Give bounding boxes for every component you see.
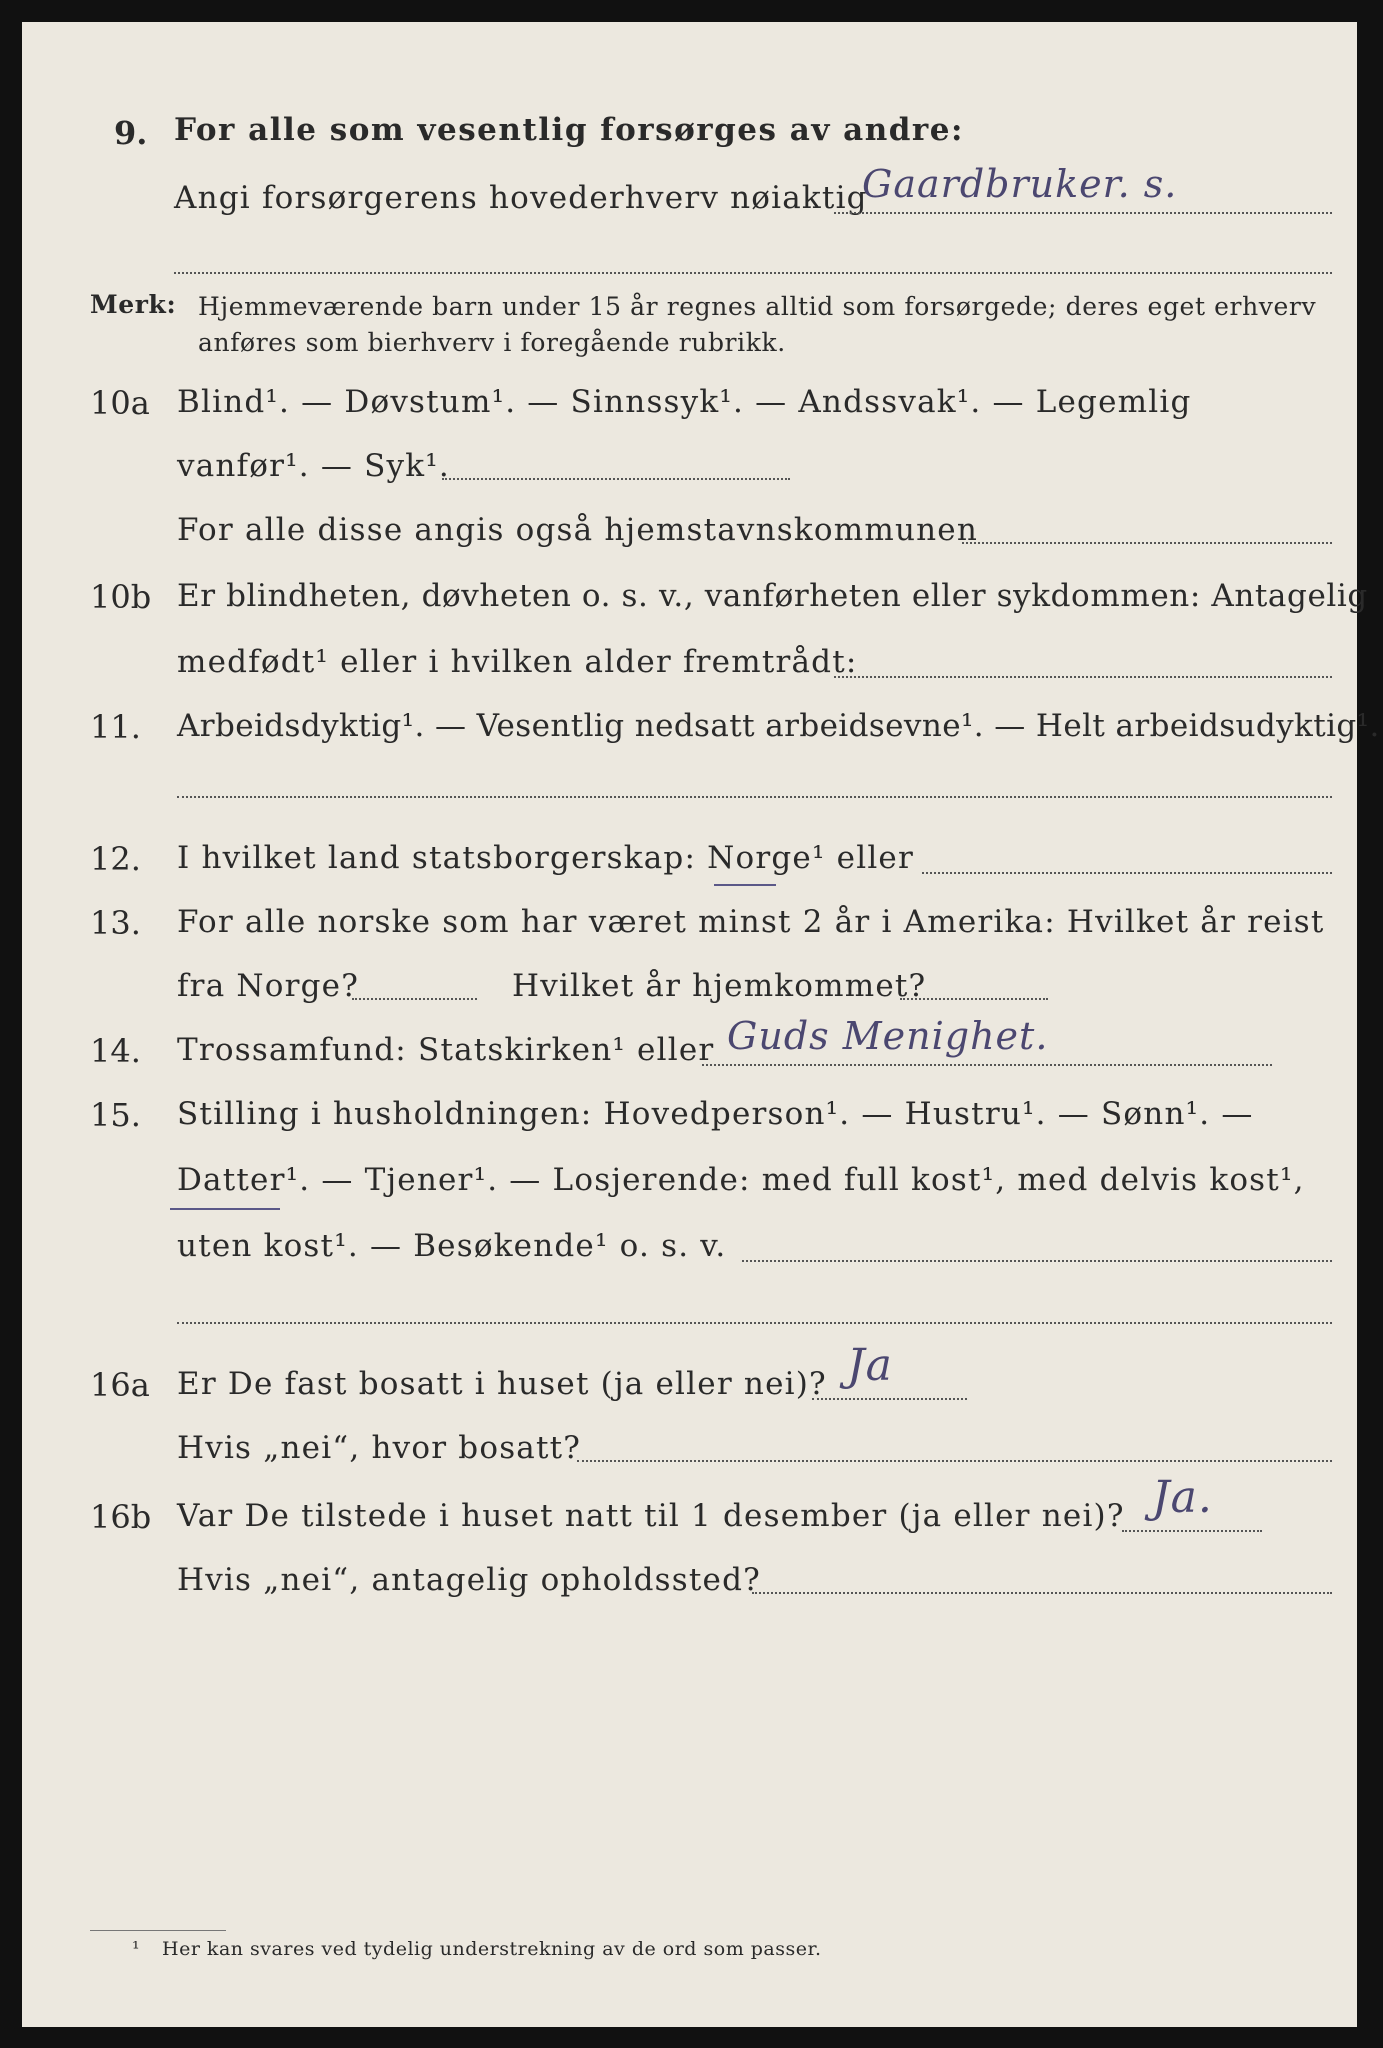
census-form-page <box>22 22 1380 2027</box>
q10a-line1: Blind¹. — Døvstum¹. — Sinnssyk¹. — Andssvak¹. — Legemlig <box>177 384 1192 420</box>
q16b-line1: Var De tilstede i huset natt til 1 desember (ja eller nei)? <box>177 1498 1125 1534</box>
q12-answer-line <box>922 872 1332 874</box>
q13-line2b: Hvilket år hjemkommet? <box>512 968 927 1004</box>
q16a-line1: Er De fast bosatt i huset (ja eller nei)? <box>177 1366 827 1402</box>
q11-number: 11. <box>90 708 141 746</box>
q10a-number: 10a <box>90 384 150 422</box>
q14-answer-handwriting: Guds Menighet. <box>727 1014 1049 1058</box>
q14-answer-line <box>702 1064 1272 1066</box>
q14-line1: Trossamfund: Statskirken¹ eller <box>177 1032 715 1068</box>
q12-number: 12. <box>90 840 141 878</box>
q15-extra-line <box>177 1322 1332 1324</box>
footnote-text: Her kan svares ved tydelig understrekning av de ord som passer. <box>162 1938 822 1960</box>
footnote-mark: ¹ <box>132 1938 141 1960</box>
footnote-rule <box>90 1930 226 1931</box>
q13-number: 13. <box>90 904 141 942</box>
q15-answer-line <box>742 1260 1332 1262</box>
q11-answer-line <box>177 796 1332 798</box>
q16a-line2: Hvis „nei“, hvor bosatt? <box>177 1430 582 1466</box>
q16a-bosatt-line <box>577 1460 1332 1462</box>
q9-title: For alle som vesentlig forsørges av andre: <box>174 112 964 148</box>
merk-text-line1: Hjemmeværende barn under 15 år regnes alltid som forsørgede; deres eget erhverv <box>198 292 1317 321</box>
q10b-line1: Er blindheten, døvheten o. s. v., vanførheten eller sykdommen: Antagelig <box>177 578 1368 614</box>
q15-line1: Stilling i husholdningen: Hovedperson¹. — Hustru¹. — Sønn¹. — <box>177 1096 1254 1132</box>
q12-norge-underline <box>714 884 776 886</box>
q10b-answer-line <box>834 676 1332 678</box>
q15-number: 15. <box>90 1096 141 1134</box>
q14-number: 14. <box>90 1032 141 1070</box>
merk-text-line2: anføres som bierhverv i foregående rubrikk. <box>198 328 786 357</box>
q13-line2a: fra Norge? <box>177 968 360 1004</box>
q13-line1: For alle norske som har været minst 2 år i Amerika: Hvilket år reist <box>177 904 1325 940</box>
q10a-line3: For alle disse angis også hjemstavnskommunen <box>177 512 978 548</box>
q16b-opholdssted-line <box>752 1592 1332 1594</box>
q13-reist-line <box>352 998 477 1000</box>
q9-answer-line <box>834 212 1332 214</box>
q9-answer-handwriting: Gaardbruker. s. <box>862 162 1178 206</box>
q10b-line2: medfødt¹ eller i hvilken alder fremtrådt: <box>177 644 858 680</box>
merk-label: Merk: <box>90 290 177 319</box>
q11-line1: Arbeidsdyktig¹. — Vesentlig nedsatt arbeidsevne¹. — Helt arbeidsudyktig¹. <box>177 708 1380 744</box>
q16b-answer-line <box>1122 1530 1262 1532</box>
q16b-number: 16b <box>90 1498 152 1536</box>
q9-prompt: Angi forsørgerens hovederhverv nøiaktig <box>174 180 868 216</box>
q16a-number: 16a <box>90 1366 150 1404</box>
q12-line1: I hvilket land statsborgerskap: Norge¹ eller <box>177 840 914 876</box>
q15-line3: uten kost¹. — Besøkende¹ o. s. v. <box>177 1228 727 1264</box>
q16b-line2: Hvis „nei“, antagelig opholdssted? <box>177 1562 761 1598</box>
q16a-answer-line <box>812 1398 967 1400</box>
q10a-syk-line <box>442 478 790 480</box>
q9-extra-line <box>174 272 1332 274</box>
q9-number: 9. <box>114 114 148 152</box>
q16b-answer-handwriting: Ja. <box>1152 1472 1213 1523</box>
q15-line2: Datter¹. — Tjener¹. — Losjerende: med full kost¹, med delvis kost¹, <box>177 1162 1305 1198</box>
q13-hjemkommet-line <box>900 998 1048 1000</box>
q10a-kommune-line <box>962 542 1332 544</box>
q10a-line2: vanfør¹. — Syk¹. <box>177 448 450 484</box>
q16a-answer-handwriting: Ja <box>847 1340 893 1391</box>
q15-datter-underline <box>170 1208 280 1210</box>
q10b-number: 10b <box>90 578 152 616</box>
